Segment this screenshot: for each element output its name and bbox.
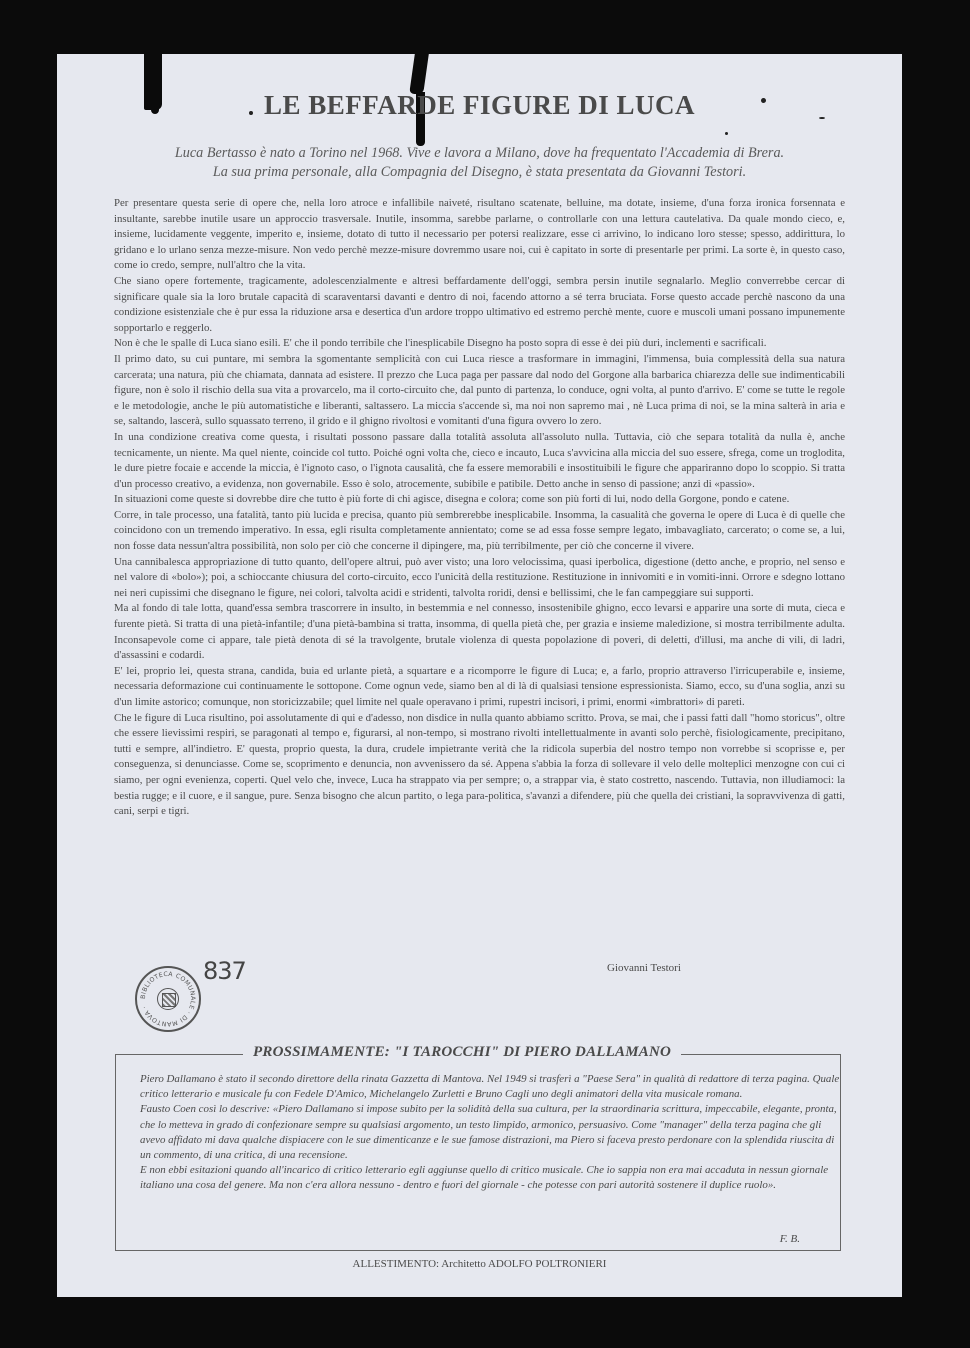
author-signature: Giovanni Testori	[607, 962, 681, 974]
announcement-paragraph: Piero Dallamano è stato il secondo direttore della rinata Gazzetta di Mantova. Nel 1949 si trasferì a "Paese Sera" in qualità di redattore di terza pagina. Quale critico letterario e musicale fu con Fedele D'Amico, Michelangelo Zurletti e Bruno Cagli uno degli animatori della vita musicale romana.	[140, 1073, 840, 1101]
intro-line: La sua prima personale, alla Compagnia del Disegno, è stata presentata da Giovanni Testori.	[212, 164, 747, 180]
paper-tear-middle	[409, 54, 429, 94]
ink-speck	[725, 132, 728, 135]
announcement-box	[115, 1044, 841, 1251]
page-title: LE BEFFARDE FIGURE DI LUCA	[263, 90, 696, 120]
body-paragraph: Il primo dato, su cui puntare, mi sembra la sgomentante semplicità con cui Luca riesce a trasformare in immagini, l'immensa, buia complessità della sua natura carcerata; una natura, più che chiamata, dannata ad esistere. Il prezzo che Luca paga per passare dal nodo del Gorgone alla barbarica chiarezza delle sue indimenticabili figure, non è solo il rischio della sua vita a provarcelo, ma il corto-circuito che, dal punto di partenza, lo conduce, ogni volta, al punto d'arrivo. E' come se tutte le regole e le metodologie, anche le più automatistiche e liberanti, saltassero. La miccia s'accende sì, ma noi non sapremo mai , nè Luca prima di noi, se la mina salterà in aria e se, saltando, lascerà, sullo squassato terreno, il grido e il ghigno rivoltosi e vomitanti d'una figura ovvero lo zero.	[114, 352, 845, 428]
announcement-paragraph: E non ebbi esitazioni quando all'incarico di critico letterario egli aggiunse quello di critico musicale. Che io sappia non era mai accaduta in nessun giornale italiano una cosa del genere. Ma non c'era allora nessuno - dentro e fuori del giornale - che potesse con pari autorità sostenere il duplice ruolo».	[140, 1164, 829, 1192]
announcement-paragraph: Fausto Coen così lo descrive: «Piero Dallamano si impose subito per la solidità della sua cultura, per la straordinaria scrittura, impeccabile, elegante, pronta, che lo metteva in grado di confezionare sempre su qualsiasi argomento, un testo limpido, armonico, persuasivo. Come "manager" della terza pagina che gli avevo affidato mi dava qualche dispiacere con le sue dimenticanze e le sue famose distrazioni, ma Piero si faceva presto perdonare con la splendida riuscita di un commento, di una critica, di una recensione.	[140, 1103, 837, 1162]
intro-text	[117, 144, 842, 182]
footer-credits: ALLESTIMENTO: Architetto ADOLFO POLTRONIERI	[352, 1258, 607, 1270]
body-paragraph: Che le figure di Luca risultino, poi assolutamente di qui e d'adesso, non disdice in nulla quanto abbiamo scritto. Prova, se mai, che i passi fatti dall "homo storicus", oltre che essere lievissimi respiri, se paragonati al tempo e, figurarsi, al non-tempo, si mostrano rivolti intellettualmente in avanti solo perchè, fisiologicamente, precipitano, tutti e sempre, all'indietro. E' questa, proprio questa, la dura, crudele impietrante verità che la ridicola superbia del nostro tempo non vorrebbe si scoprisse e, per conseguenza, si denunciasse. Come se, scoprimento e denuncia, non avvenissero da sé. Appena s'abbia la forza di sollevare il velo delle molteplici menzogne con cui ci siamo, per ogni evenienza, coperti. Quel velo che, invece, Luca ha strappato via per sempre; o, a strappar via, è stato costretto, nascendo. Tuttavia, non illudiamoci: la bestia rugge; e il cuore, e il sangue, pure. Senza bisogno che alcun partito, o lega para-politica, s'avanzi a difendere, più che quella dei cristiani, la sopravvivenza di gatti, cani, serpi e tigri.	[114, 711, 845, 818]
body-paragraph: In una condizione creativa come questa, i risultati possono passare dalla totalità assoluta all'assoluto nulla. Tuttavia, ciò che separa totalità da nulla è, anche tecnicamente, un niente. Ma quel niente, coincide col tutto. Poiché ogni volta che, cieco e incauto, Luca s'avvicina alla miccia del suo essere, sfrega, come un troglodita, le dure pietre focaie e accende la miccia, è l'ignoto caso, o l'ignota causalità, che fa essere memorabili e insostituibili le figure che appariranno dopo lo scoppio. Si tratta d'un processo creativo, a evidenza, non governabile. Esso è solo, atrocemente, subibile e patibile. Detto anche in senso di passione; anzi di «passio».	[114, 430, 845, 490]
body-paragraph: Ma al fondo di tale lotta, quand'essa sembra trascorrere in insulto, in bestemmia e nel connesso, insostenibile ghigno, ecco levarsi e apparire una sorte di muta, cieca e furente pietà. Si tratta di una pietà-infantile; d'una pietà-bambina si tratta, insomma, di quella pietà che, per grazia e insieme maledizione, si mostra terribilmente adulta. Inconsapevole come ci appare, tale pietà denota di sé la travolgente, brutale violenza di questa popolazione di poveri, di deletti, d'illusi, ma anche di vili, di ladri, d'assassini e codardi.	[114, 602, 845, 662]
article-body	[114, 196, 845, 820]
crest-icon	[162, 993, 176, 1007]
document-sheet	[57, 54, 902, 1297]
body-paragraph: In situazioni come queste si dovrebbe dire che tutto è più forte di chi agisce, disegna e colora; come son più forti di lui, nodo della Gorgone, pondo e catene.	[114, 493, 790, 506]
body-paragraph: E' lei, proprio lei, questa strana, candida, buia ed urlante pietà, a squartare e a ricomporre le figure di Luca; e, a farlo, proprio attraverso l'irricuperabile e, insieme, necessaria deformazione cui continuamente le sottopone. Come ognun vede, siamo ben al di là di qualsiasi tensione espressionista. Siamo, ecco, su d'una soglia, anzi su d'un limite astorico; comunque, non storicizzabile; quel limite nel quale operavano i primi, rupestri incisori, i primi, enormi «imbrattori» di pareti.	[114, 664, 845, 708]
announcement-text	[120, 1072, 840, 1194]
announcement-title: PROSSIMAMENTE: "I TAROCCHI" DI PIERO DALLAMANO	[243, 1044, 681, 1061]
stamp-text: BIBLIOTECA COMUNALE · DI MANTOVA ·	[139, 970, 197, 1028]
body-paragraph: Per presentare questa serie di opere che, nella loro atroce e infallibile naiveté, risultano scatenate, belluine, ma dotate, insieme, d'una forza ironica forsennata e insultante, sarebbe inutile usare un approccio trasversale. Inutile, insomma, sarebbe parlarne, o controllarle con una lettura cautelativa. Da quale mondo cieco, e, insieme, lucidamente veggente, imperito e, insieme, dotato di tutto il necessario per potersi realizzare, esse ci arrivino, lo indicano loro stesse; spesso, addirittura, lo gridano e lo urlano senza mezze-misure. Non vedo perchè mezze-misure dovremmo usare noi, cui è capitato in sorte di presentarle per primi. La sorte è, in questo caso, come io credo, sempre, null'altro che la vita.	[114, 197, 845, 272]
library-stamp	[135, 966, 201, 1032]
announcement-signature: F. B.	[779, 1233, 800, 1245]
inventory-number: 837	[203, 957, 246, 985]
body-paragraph: Non è che le spalle di Luca siano esili. E' che il pondo terribile che l'inesplicabile Disegno ha posto sopra di esse è dei più duri, inclementi e sacrificali.	[114, 337, 767, 350]
body-paragraph: Una cannibalesca appropriazione di tutto quanto, dell'opere altrui, può aver visto; una loro velocissima, quasi iperbolica, digestione (detto anche, e proprio, nel senso e nel valore di «bolo»); poi, a schioccante chiusura del corto-circuito, ecco l'unicità della restituzione. Restituzione in innivomiti e in vomiti-inni. Orrore e sdegno lottano nei neri cupissimi che disegnano le figure, nei colori, talvolta acidi e stridenti, talvolta roridi, densi e bellissimi, che le fan campeggiare sui supporti.	[114, 555, 845, 599]
body-paragraph: Corre, in tale processo, una fatalità, tanto più lucida e precisa, quanto più sembrerebbe inesplicabile. Insomma, la casualità che governa le opere di Luca è di quelle che coincidono con un tremendo imperativo. In essa, egli risulta completamente annientato; come se ad essa fosse sempre legato, imbavagliato, carcerato; o come se, a lui, non fosse data nessun'altra possibilità, non solo per ciò che concerne il dipingere, ma, più terribilmente, per ciò che concerne il vivere.	[114, 508, 845, 553]
intro-line: Luca Bertasso è nato a Torino nel 1968. Vive e lavora a Milano, dove ha frequentato l'Accademia di Brera.	[174, 145, 785, 161]
body-paragraph: Che siano opere fortemente, tragicamente, adolescenzialmente e altresì beffardamente dell'oggi, sembra persin inutile segnalarlo. Meglio converrebbe cercar di significare quale sia la loro brutale capacità di scaraventarsi davanti e dentro di noi, facendo attorno a sé terra bruciata. Forse questo accade perchè nascono da una condizione esistenziale che è pur essa la riduzione arsa e desertica d'un ardore troppo ultimativo ed estremo perchè mente, cuore e muscoli umani possano impunemente sopportarlo e reggerlo.	[114, 274, 845, 334]
